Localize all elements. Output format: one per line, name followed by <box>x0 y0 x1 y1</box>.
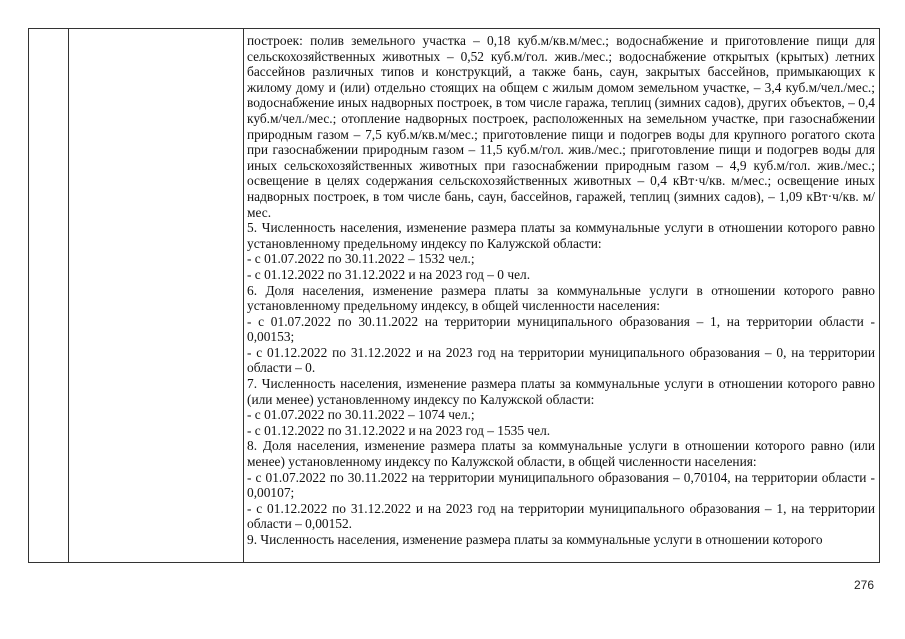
paragraph-2: 5. Численность населения, изменение размера платы за коммунальные услуги в отношении которого равно установленному предельному индексу по Калужской области: <box>247 220 875 251</box>
paragraph-11: 8. Доля населения, изменение размера платы за коммунальные услуги в отношении которого равно (или менее) установленному индексу по Калужской области, в общей численности населения: <box>247 438 875 470</box>
column-divider-2 <box>243 29 244 562</box>
column-divider-1 <box>68 29 69 562</box>
paragraph-5: 6. Доля населения, изменение размера платы за коммунальные услуги в отношении которого равно установленному предельному индексу, в общей численности населения: <box>247 282 875 314</box>
paragraph-12: - с 01.07.2022 по 30.11.2022 на территории муниципального образования – 0,70104, на территории области - 0,00107; <box>247 469 875 501</box>
table-text-cell <box>247 33 875 548</box>
paragraph-7: - с 01.12.2022 по 31.12.2022 и на 2023 год на территории муниципального образования – 0, на территории области – 0. <box>247 344 875 376</box>
paragraph-8: 7. Численность населения, изменение размера платы за коммунальные услуги в отношении которого равно (или менее) установленному индексу по Калужской области: <box>247 376 875 407</box>
paragraph-13: - с 01.12.2022 по 31.12.2022 и на 2023 год на территории муниципального образования – 1, на территории области – 0,00152. <box>247 500 875 532</box>
paragraph-10: - с 01.12.2022 по 31.12.2022 и на 2023 год – 1535 чел. <box>247 422 551 438</box>
paragraph-14: 9. Численность населения, изменение размера платы за коммунальные услуги в отношении которого <box>247 532 823 547</box>
paragraph-9: - с 01.07.2022 по 30.11.2022 – 1074 чел.; <box>247 407 475 423</box>
paragraph-6: - с 01.07.2022 по 30.11.2022 на территории муниципального образования – 1, на территории области - 0,00153; <box>247 313 875 345</box>
paragraph-3: - с 01.07.2022 по 30.11.2022 – 1532 чел.; <box>247 251 475 267</box>
page-number: 276 <box>854 578 875 592</box>
paragraph-1: построек: полив земельного участка – 0,18 куб.м/кв.м/мес.; водоснабжение и приготовление пищи для сельскохозяйственных животных – 0,52 куб.м/гол. жив./мес.; водоснабжение открытых (крытых) летних бассейнов различных типов и конструкций, а также бань, саун, закрытых бассейнов, примыкающих к жилому дому и (или) отдельно стоящих на общем с жилым домом земельном участке, – 3,4 куб.м/чел./мес.; водоснабжение иных надворных построек, в том числе гаража, теплиц (зимних садов), других объектов, – 0,4 куб.м/чел./мес.; отопление надворных построек, расположенных на земельном участке, при газоснабжении природным газом – 7,5 куб.м/кв.м/мес.; приготовление пищи и подогрев воды для крупного рогатого скота при газоснабжении природным газом – 11,5 куб.м/гол. жив./мес.; приготовление пищи и подогрев воды для иных сельскохозяйственных животных при газоснабжении природным газом – 4,9 куб.м/гол. жив./мес.; освещение в целях содержания сельскохозяйственных животных – 0,4 кВт·ч/кв. м/мес.; освещение иных надворных построек, в том числе бань, саун, бассейнов, гаражей, теплиц (зимних садов), – 1,09 кВт·ч/кв. м/мес. <box>247 33 875 220</box>
document-table <box>28 28 880 563</box>
paragraph-4: - с 01.12.2022 по 31.12.2022 и на 2023 год – 0 чел. <box>247 266 531 282</box>
